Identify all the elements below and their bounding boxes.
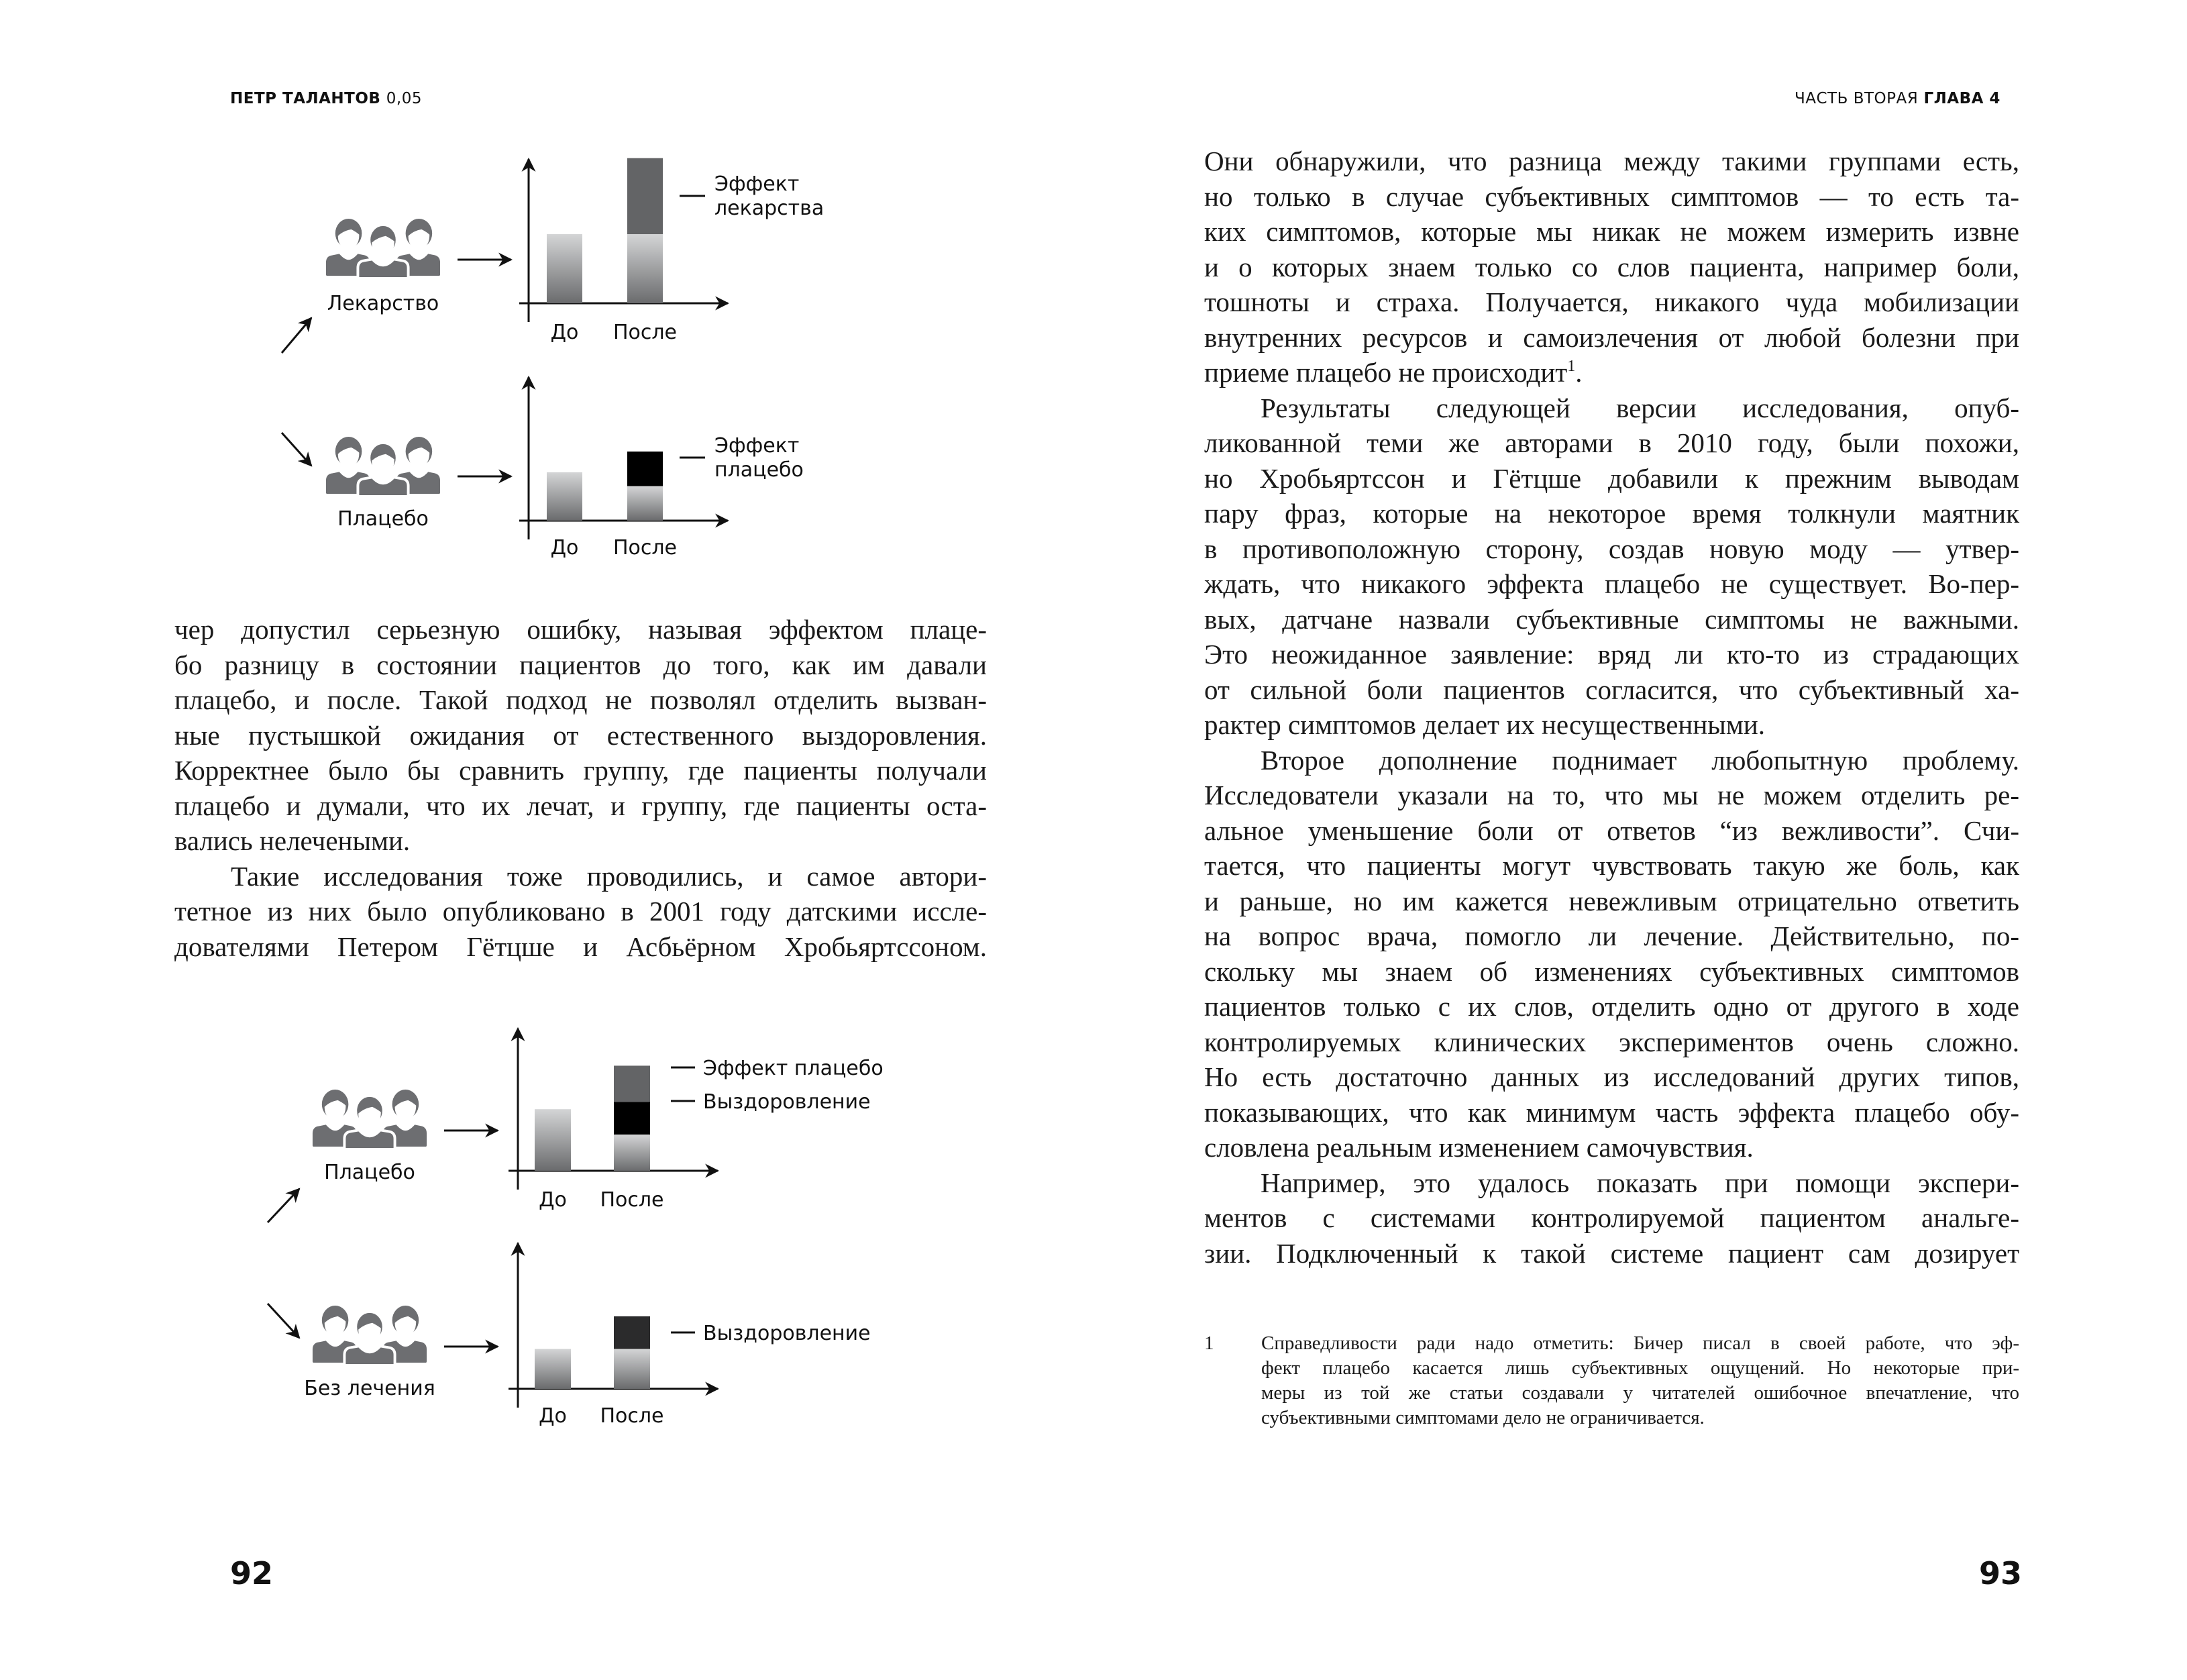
- diagram-panel: [304, 1243, 870, 1428]
- arrow-up-right-icon: [268, 1189, 299, 1222]
- bar-after-base: [614, 1349, 650, 1389]
- people-group-icon: [313, 1090, 427, 1149]
- bar-before: [535, 1109, 571, 1171]
- x-label-after: После: [600, 1404, 664, 1428]
- text-line: плацебо, и после. Такой подход не позволял отделить вызван-: [174, 684, 987, 715]
- people-group-icon: [326, 437, 440, 496]
- text-line: вых, датчане назвали субъективные симптомы не важными.: [1204, 603, 2019, 635]
- x-label-before: До: [539, 1404, 567, 1428]
- bar-before: [547, 234, 582, 303]
- text-line: Это неожиданное заявление: вряд ли кто-то из страдающих: [1204, 639, 2019, 670]
- text-line: плацебо и думали, что их лечат, и группу, где пациенты оста-: [174, 790, 987, 821]
- text-line: ные пустышкой ожидания от естественного выздоровления.: [174, 719, 987, 751]
- x-label-before: До: [550, 321, 579, 344]
- x-label-after: После: [612, 536, 678, 560]
- legend-label: Выздоровление: [703, 1322, 871, 1345]
- text-line: чер допустил серьезную ошибку, называя эффектом плаце-: [174, 614, 987, 645]
- footnote-line: субъективными симптомами дело не ограничивается.: [1261, 1407, 1705, 1428]
- text-line: пациентов только с их слов, отделить одно от другого в ходе: [1204, 991, 2019, 1022]
- text-line: дователями Петером Гётцше и Асбьёрном Хробьяртссоном.: [174, 931, 987, 962]
- arrow-down-right-icon: [282, 433, 311, 466]
- bar-before: [547, 472, 582, 521]
- text-line: но Хробьяртссон и Гётцше добавили к прежним выводам: [1204, 462, 2019, 494]
- text-line: и раньше, но им кажется невежливым отрицательно ответить: [1204, 885, 2019, 916]
- text-line: Такие исследования тоже проводились, и самое автори-: [231, 860, 987, 892]
- footnote-line: фект плацебо касается лишь субъективных ощущений. Но некоторые при-: [1261, 1357, 2019, 1379]
- text-line: и о которых знаем только со слов пациента, например боли,: [1204, 251, 2019, 282]
- footnote-line: меры из той же статьи создавали у читателей ошибочное впечатление, что: [1261, 1382, 2019, 1404]
- text-line: вались нелечеными.: [174, 825, 411, 856]
- text-line: рактер симптомов делает их несущественными.: [1204, 709, 1765, 740]
- text-line: тошноты и страха. Получается, никакого чуда мобилизации: [1204, 286, 2019, 317]
- right-body-text: [1204, 144, 2019, 1271]
- bar-after-recovery-segment: [614, 1102, 650, 1135]
- footnote-text: [1261, 1331, 2019, 1430]
- footnote-number: 1: [1204, 1332, 1214, 1354]
- running-head-author: ПЕТР ТАЛАНТОВ: [230, 90, 381, 107]
- bar-after-base: [627, 486, 663, 521]
- bar-after-effect-segment: [627, 158, 663, 234]
- footnote-line: Справедливости ради надо отметить: Бичер писал в своей работе, что эф-: [1261, 1332, 2019, 1354]
- bar-before: [535, 1349, 571, 1389]
- text-line: приеме плацебо не происходит$^1$.: [1204, 357, 1583, 388]
- bar-after-effect-segment: [614, 1316, 650, 1349]
- left-body-text: [174, 612, 987, 964]
- text-line: скольку мы знаем об изменениях субъективных симптомов: [1204, 955, 2019, 987]
- text-line: пару фраз, которые на некоторое время толкнули маятник: [1204, 498, 2019, 529]
- text-line: тетное из них было опубликовано в 2001 году датскими иссле-: [174, 896, 987, 927]
- text-line: на вопрос врача, помогло ли лечение. Действительно, по-: [1204, 921, 2019, 951]
- people-group-icon: [313, 1306, 427, 1365]
- text-line: контролируемых клинических экспериментов очень сложно.: [1204, 1026, 2019, 1057]
- text-line: Результаты следующей версии исследования, опуб-: [1261, 392, 2019, 423]
- x-label-before: До: [539, 1188, 567, 1212]
- text-line: Второе дополнение поднимает любопытную проблему.: [1261, 744, 2019, 776]
- footnote: [1204, 1331, 2019, 1438]
- text-line: тается, что пациенты могут чувствовать такую же боль, как: [1204, 850, 2019, 881]
- bar-after-base: [627, 234, 663, 303]
- page-number-right: 93: [1979, 1555, 2023, 1591]
- running-head-chapter: ГЛАВА 4: [1923, 90, 2001, 107]
- bar-after-base: [614, 1135, 650, 1171]
- footnote-reference[interactable]: 1: [1567, 358, 1576, 375]
- text-line: но только в случае субъективных симптомов — то есть та-: [1204, 180, 2019, 212]
- text-line: альное уменьшение боли от ответов “из вежливости”. Счи-: [1204, 815, 2019, 846]
- legend-label: Выздоровление: [703, 1090, 871, 1114]
- group-label: Плацебо: [337, 507, 429, 531]
- text-line: ких симптомов, которые мы никак не можем измерить извне: [1204, 216, 2019, 247]
- group-label: Лекарство: [327, 292, 439, 315]
- text-line: ликованной теми же авторами в 2010 году, были похожи,: [1204, 427, 2019, 458]
- text-line: от сильной боли пациентов согласится, что субъективный ха-: [1204, 674, 2019, 705]
- text-line: Корректнее было бы сравнить группу, где пациенты получали: [174, 755, 987, 786]
- text-line: показывающих, что как минимум часть эффекта плацебо обу-: [1204, 1096, 2019, 1128]
- diagram-panel: [326, 158, 824, 344]
- bar-after-effect-segment: [627, 452, 663, 486]
- text-line: словлена реальным изменением самочувствия.: [1204, 1132, 1754, 1163]
- text-line: Исследователи указали на то, что мы не можем отделить ре-: [1204, 780, 2019, 810]
- text-line: в противоположную сторону, создав новую моду — утвер-: [1204, 533, 2019, 564]
- legend-label: Эффект: [714, 434, 800, 458]
- text-line: Они обнаружили, что разница между такими группами есть,: [1204, 146, 2019, 176]
- page-number-left: 92: [230, 1555, 274, 1591]
- x-label-after: После: [600, 1188, 664, 1212]
- text-line: внутренних ресурсов и самоизлечения от любой болезни при: [1204, 321, 2019, 353]
- legend-label: Эффект: [714, 172, 800, 196]
- text-line: зии. Подключенный к такой системе пациент сам дозирует: [1204, 1237, 2019, 1269]
- legend-label: лекарства: [714, 197, 824, 220]
- running-head-part: ЧАСТЬ ВТОРАЯ: [1795, 90, 1919, 107]
- arrow-up-right-icon: [282, 318, 311, 353]
- x-label-before: До: [550, 536, 579, 560]
- legend-label: плацебо: [714, 458, 804, 482]
- diagram-panel: [313, 1029, 884, 1212]
- legend-label: Эффект плацебо: [703, 1057, 884, 1080]
- text-line: Но есть достаточно данных из исследований других типов,: [1204, 1061, 2019, 1092]
- text-line: бо разницу в состоянии пациентов до того, как им давали: [174, 649, 987, 680]
- x-label-after: После: [612, 321, 678, 344]
- right-running-head: [1795, 90, 2001, 107]
- text-line: ждать, что никакого эффекта плацебо не существует. Во-пер-: [1204, 568, 2019, 599]
- text-line: ментов с системами контролируемой пациентом анальге-: [1204, 1202, 2019, 1233]
- running-head-title: 0,05: [386, 90, 422, 107]
- people-group-icon: [326, 219, 440, 278]
- group-label: Плацебо: [324, 1161, 415, 1184]
- bar-after-effect-segment: [614, 1065, 650, 1102]
- diagram-panel: [326, 377, 804, 560]
- group-label: Без лечения: [304, 1377, 435, 1400]
- arrow-down-right-icon: [268, 1304, 299, 1338]
- text-line: Например, это удалось показать при помощи экспери-: [1261, 1167, 2019, 1198]
